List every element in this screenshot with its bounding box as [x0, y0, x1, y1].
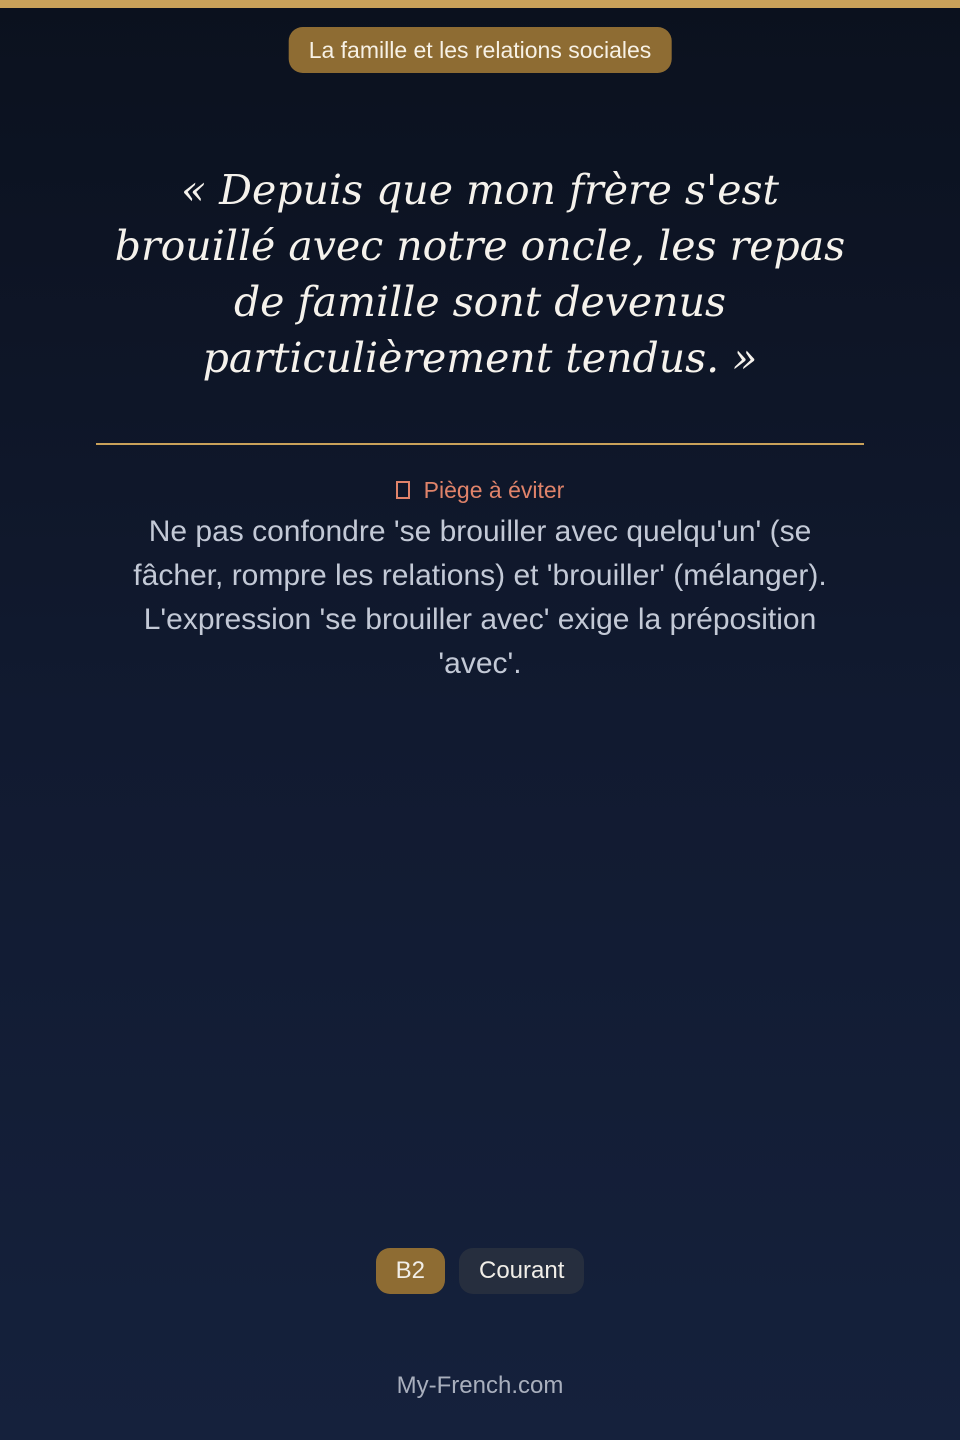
category-badge: La famille et les relations sociales: [289, 27, 672, 73]
register-badge: Courant: [459, 1248, 584, 1294]
site-footer: My-French.com: [396, 1372, 564, 1399]
warning-icon: [396, 481, 410, 499]
top-accent-bar: [0, 0, 960, 8]
example-quote: « Depuis que mon frère s'est brouillé avec notre oncle, les repas de famille sont devenus particulièrement tendus. »: [114, 166, 846, 382]
tip-label: Piège à éviter: [423, 477, 565, 503]
divider: [96, 443, 864, 445]
tip-header: [0, 475, 960, 505]
tip-text: Ne pas confondre 'se brouiller avec quelqu'un' (se fâcher, rompre les relations) et 'brouiller' (mélanger). L'expression 'se brouiller avec' exige la préposition 'avec'.: [133, 515, 827, 680]
tag-list: [0, 1248, 960, 1294]
level-badge: B2: [376, 1248, 445, 1294]
